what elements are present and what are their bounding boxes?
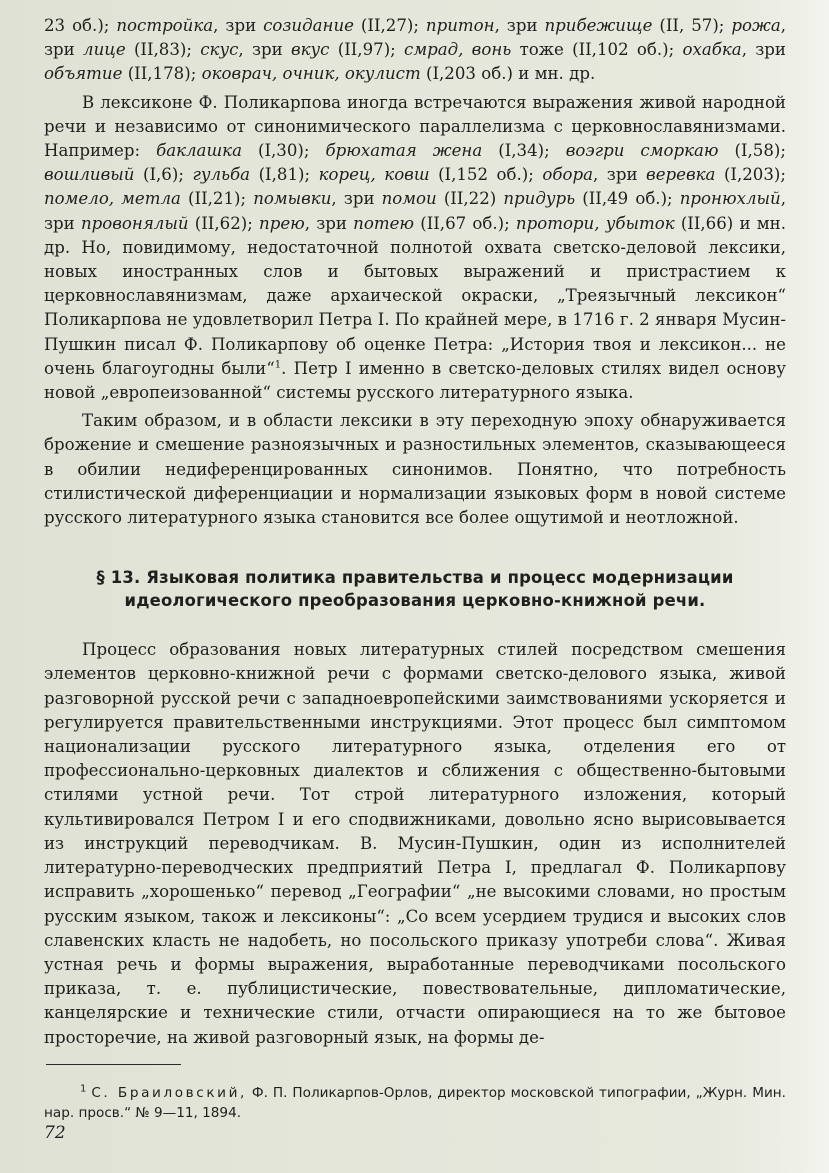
paragraph-4: Процесс образования новых литературных стилей посредством смешения элементов церковно-книжной речи с формами светско-делового языка, живой разговорной русской речи с западноевропейскими заимствованиями ускоряется и регулируется правительственными инструкциями. Этот процесс был симптомом национализации русского литературного языка, отделения его от профессионально-церковных диалектов и сближения с общественно-бытовыми стилями устной речи. Тот строй литературного изложения, который культивировался Петром I и его сподвижниками, довольно ясно вырисовывается из инструкций переводчикам. В. Мусин-Пушкин, один из исполнителей литературно-переводческих предприятий Петра I, предлагал Ф. Поликарпову исправить „хорошенько“ перевод „Географии“ „не высокими словами, но простым русским языком, також и лексиконы“: „Со всем усердием трудися и высоких слов славенских класть не надобеть, но посольского приказу употреби слова“. Живая устная речь и формы выражения, выработанные переводчиками посольского приказа, т. е. публицистические, повествовательные, дипломатические, канцелярские и технические стили, отчасти опирающиеся на то же бытовое просторечие, на живой разговорный язык, на формы де- xyxy=(44,640,786,1047)
page-body xyxy=(44,14,786,1050)
paragraph-3: Таким образом, и в области лексики в эту переходную эпоху обнаруживается брожение и смешение разноязычных и разностильных элементов, сказывающееся в обилии недиференцированных синонимов. Понятно, что потребность стилистической диференциации и нормализации языковых форм в новой системе русского литературного языка становится все более ощутимой и неотложной. xyxy=(44,411,786,528)
footnote xyxy=(44,1083,786,1123)
page-number: 72 xyxy=(44,1123,66,1143)
paragraph-1: 23 об.); постройка, зри созидание (II,27); притон, зри прибежище (II, 57); рожа, зри лице (II,83); скус, зри вкус (II,97); смрад, вонь тоже (II,102 об.); охабка, зри объятие (II,178); оковрач, очник, окулист (I,203 об.) и мн. др. xyxy=(44,16,786,84)
footnote-author: С. Браиловский, xyxy=(91,1085,247,1101)
section-heading-line-2: идеологического преобразования церковно-книжной речи. xyxy=(124,591,706,611)
paragraph-2: В лексиконе Ф. Поликарпова иногда встречаются выражения живой народной речи и независимо от синонимического параллелизма с церковнославянизмами. Например: баклашка (I,30); брюхатая жена (I,34); воэгри сморкаю (I,58); вошливый (I,6); гульба (I,81); корец, ковш (I,152 об.); обора, зри веревка (I,203); помело, метла (II,21); помывки, зри помои (II,22) придурь (II,49 об.); пронюхлый, зри провонялый (II,62); прею, зри потею (II,67 об.); протори, убыток (II,66) и мн. др. Но, повидимому, недостаточной полнотой охвата светско-деловой лексики, новых иностранных слов и бытовых выражений и пристрастием к церковнославянизмам, даже архаической окраски, „Треязычный лексикон“ Поликарпова не удовлетворил Петра I. По крайней мере, в 1716 г. 2 января Мусин-Пушкин писал Ф. Поликарпову об оценке Петра: „История твоя и лексикон... не очень благоугодны были“$^1$. Петр I именно в светско-деловых стилях видел основу новой „европеизованной“ системы русского литературного языка. xyxy=(44,92,786,403)
footnote-divider xyxy=(46,1064,181,1065)
section-heading xyxy=(44,566,786,612)
footnote-marker: 1 xyxy=(80,1083,87,1095)
footnote-text: Ф. П. Поликарпов-Орлов, директор московской типографии, „Журн. Мин. нар. просв.“ № 9—11, 1894. xyxy=(44,1085,786,1121)
section-heading-line-1: § 13. Языковая политика правительства и процесс модернизации xyxy=(96,568,734,588)
